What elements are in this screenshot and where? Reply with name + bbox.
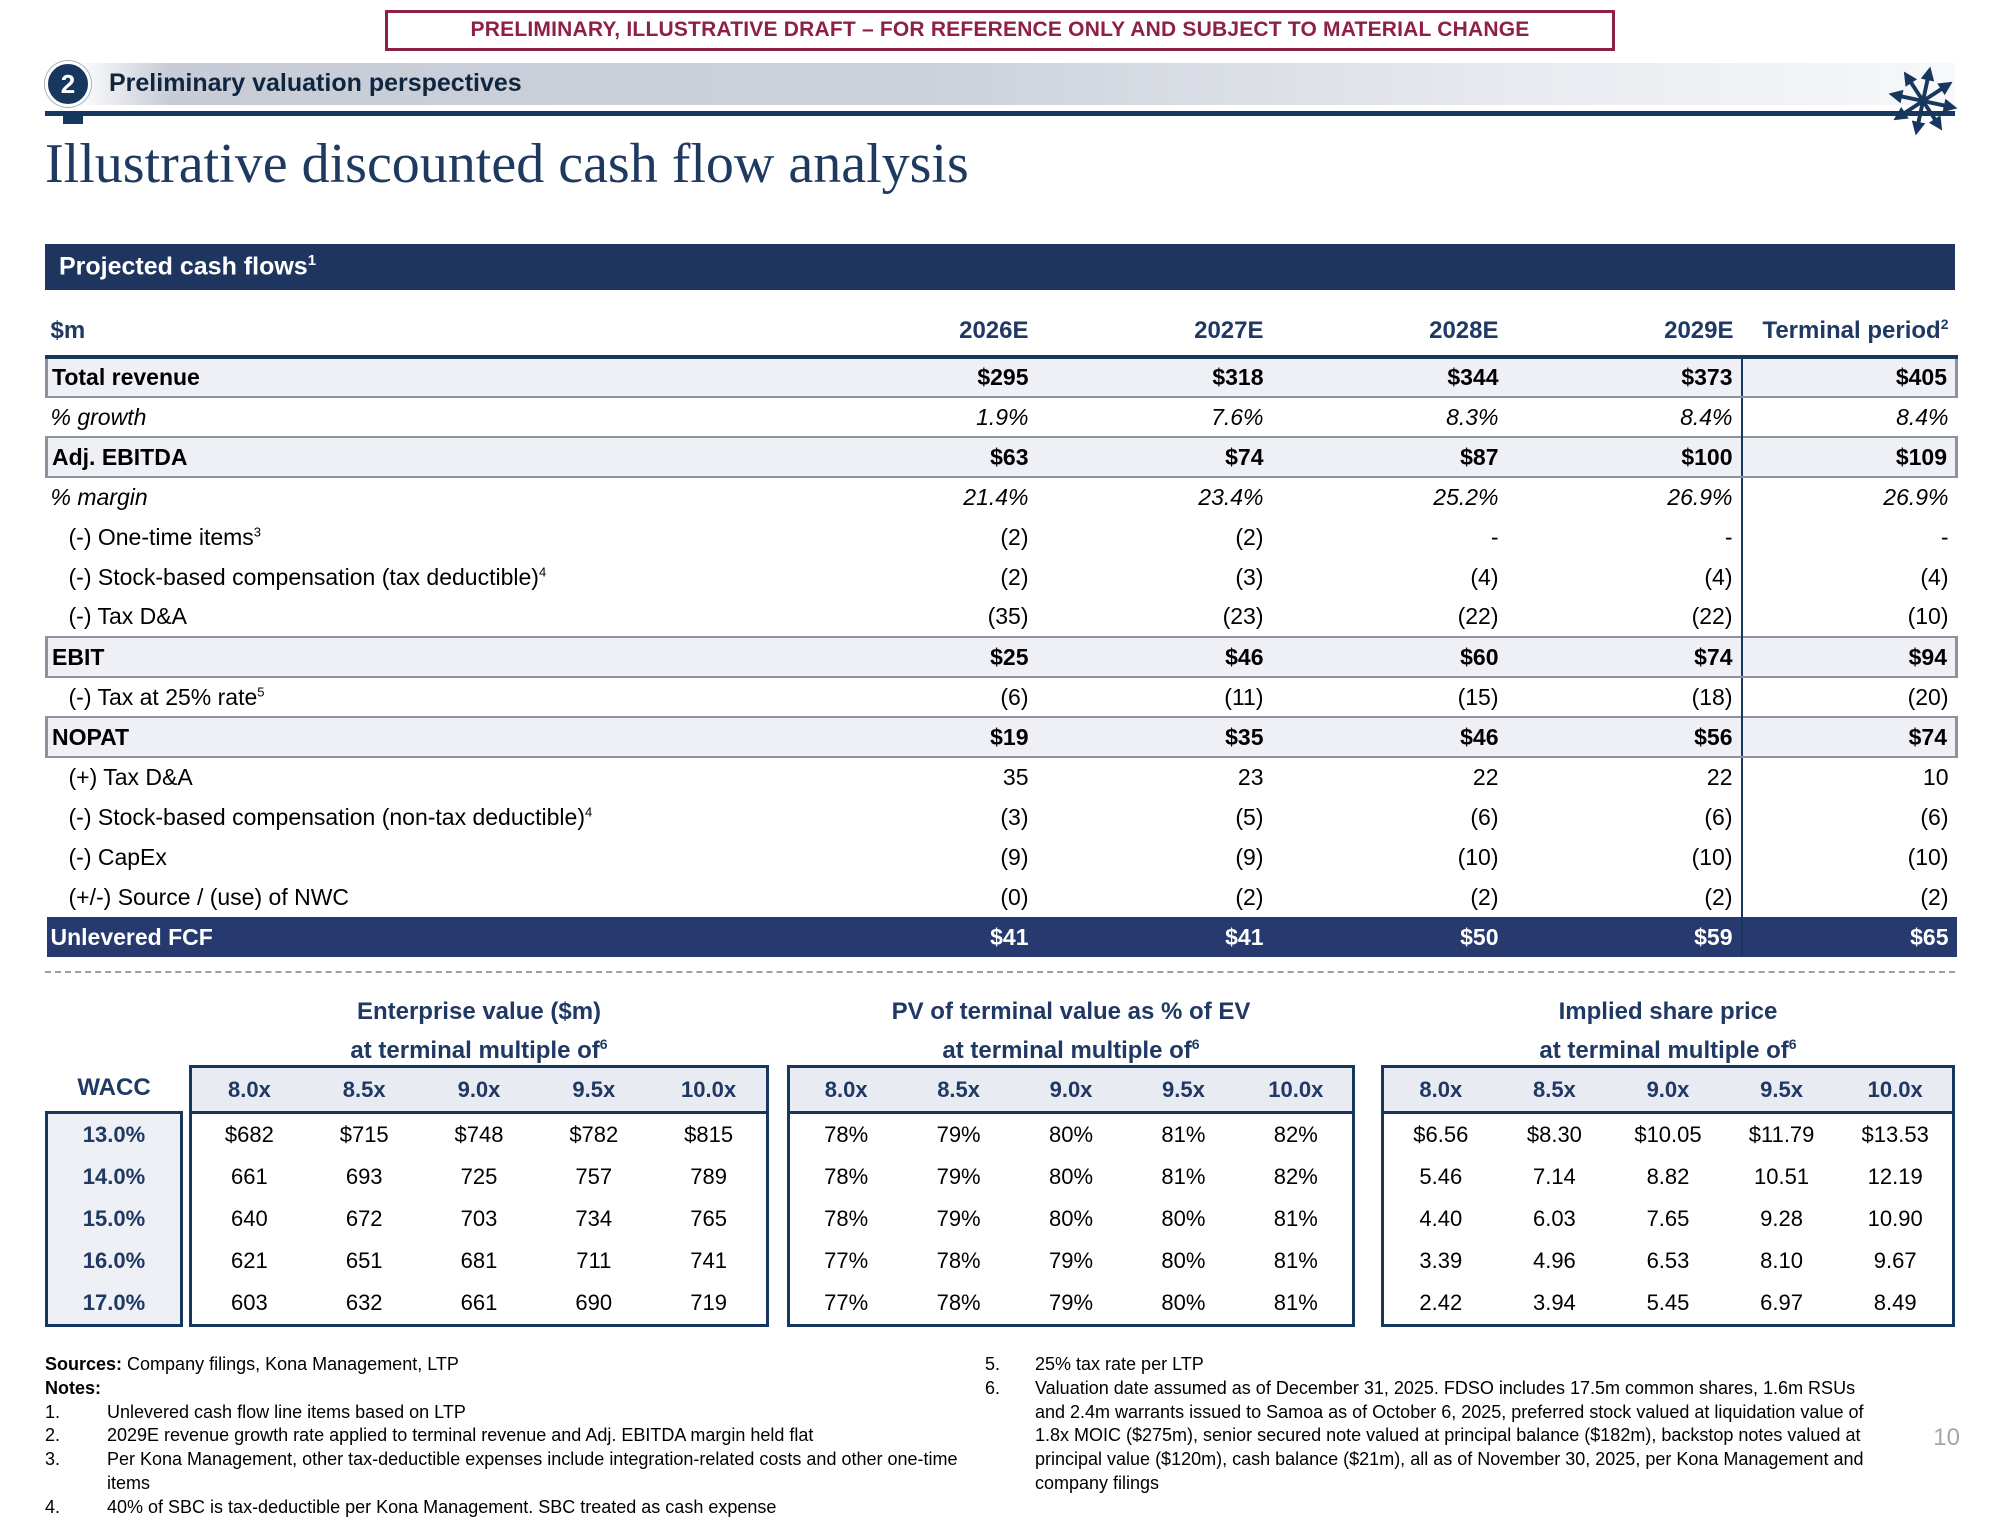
row-value: 21.4%: [802, 477, 1037, 517]
row-value: 26.9%: [1507, 477, 1742, 517]
row-value: (6): [1272, 797, 1507, 837]
footnote-item: [45, 1448, 975, 1496]
sens-grid-cell: 693: [307, 1156, 422, 1198]
sens-table-implied-share-price: [1381, 995, 1955, 1327]
draft-disclaimer-text: PRELIMINARY, ILLUSTRATIVE DRAFT – FOR REFERENCE ONLY AND SUBJECT TO MATERIAL CHANGE: [471, 18, 1530, 41]
multiple-header: 10.0x: [1838, 1068, 1952, 1111]
row-value: (22): [1507, 597, 1742, 637]
sens-grid-row: [790, 1156, 1352, 1198]
row-value: $56: [1507, 717, 1742, 757]
sens-grid-implied-share-price: [1381, 1065, 1955, 1327]
notes-label: Notes:: [45, 1377, 975, 1401]
sens-grid-cell: 632: [307, 1282, 422, 1324]
row-label: (-) Tax at 25% rate$^5$: [47, 677, 802, 717]
sens-grid-cell: 9.28: [1725, 1198, 1839, 1240]
sens-grid-cell: 79%: [1015, 1240, 1127, 1282]
row-value: $25: [802, 637, 1037, 677]
sens-grid-cell: 79%: [1015, 1282, 1127, 1324]
wacc-value: 17.0%: [48, 1282, 180, 1324]
footnotes: [45, 1353, 1955, 1519]
multiples-header-row: [192, 1068, 766, 1114]
cashflow-row: [47, 397, 1957, 437]
cashflow-row: [47, 477, 1957, 517]
sens-grid-cell: 10.51: [1725, 1156, 1839, 1198]
row-label: % growth: [47, 397, 802, 437]
sens-grid-cell: 6.53: [1611, 1240, 1725, 1282]
multiples-header-row: [1384, 1068, 1952, 1114]
row-label: (-) Tax D&A: [47, 597, 802, 637]
footnote-ref-4: 4: [585, 804, 592, 819]
row-label: (-) CapEx: [47, 837, 802, 877]
sens-grid-cell: 81%: [1127, 1114, 1239, 1156]
notes-list-left: [45, 1401, 975, 1519]
sens-grid-cell: 7.14: [1498, 1156, 1612, 1198]
cashflow-row: [47, 517, 1957, 557]
sens-grid-cell: 81%: [1240, 1240, 1352, 1282]
sens-grid-cell: 603: [192, 1282, 307, 1324]
row-value: 7.6%: [1037, 397, 1272, 437]
row-value: (6): [1507, 797, 1742, 837]
wacc-value: 15.0%: [48, 1198, 180, 1240]
multiple-header: 9.5x: [536, 1068, 651, 1111]
cashflow-table: [45, 308, 1958, 957]
multiple-header: 8.0x: [1384, 1068, 1498, 1111]
row-value: (9): [1037, 837, 1272, 877]
row-value: (4): [1507, 557, 1742, 597]
sens-grid-cell: 8.49: [1838, 1282, 1952, 1324]
multiple-header: 8.5x: [902, 1068, 1014, 1111]
multiple-header: 8.0x: [192, 1068, 307, 1111]
footnotes-right: [985, 1353, 1885, 1519]
row-label: (-) Stock-based compensation (non-tax deductible)$^4$: [47, 797, 802, 837]
sens-grid-body: [192, 1114, 766, 1324]
sens-grid-cell: 80%: [1015, 1198, 1127, 1240]
multiple-header: 8.0x: [790, 1068, 902, 1111]
sens-grid-cell: 78%: [790, 1156, 902, 1198]
row-value: (11): [1037, 677, 1272, 717]
row-value: $100: [1507, 437, 1742, 477]
row-label: (-) One-time items$^3$: [47, 517, 802, 557]
row-value: $19: [802, 717, 1037, 757]
notes-list-right: [985, 1353, 1885, 1496]
multiple-header: 8.5x: [307, 1068, 422, 1111]
sens-grid-cell: 78%: [790, 1114, 902, 1156]
row-value: $63: [802, 437, 1037, 477]
row-value: (5): [1037, 797, 1272, 837]
header-rule: [45, 111, 1955, 116]
multiple-header: 9.0x: [422, 1068, 537, 1111]
header-rule-notch: [63, 116, 83, 124]
sens-grid-cell: $715: [307, 1114, 422, 1156]
footnote-number: 5.: [985, 1353, 1035, 1377]
sens-grid-cell: 78%: [902, 1240, 1014, 1282]
row-value: $74: [1037, 437, 1272, 477]
sens-grid-row: [1384, 1198, 1952, 1240]
row-terminal-value: (6): [1742, 797, 1957, 837]
sens-grid-row: [192, 1114, 766, 1156]
footnote-item: [45, 1496, 975, 1519]
column-header-2028e: 2028E: [1272, 308, 1507, 357]
row-label: Total revenue: [47, 357, 802, 397]
row-value: $60: [1272, 637, 1507, 677]
multiple-header: 10.0x: [651, 1068, 766, 1111]
sens-grid-pv-terminal: [787, 1065, 1355, 1327]
sens-grid-row: [192, 1282, 766, 1324]
row-terminal-value: $74: [1742, 717, 1957, 757]
sens-grid-row: [1384, 1240, 1952, 1282]
sens-grid-cell: $11.79: [1725, 1114, 1839, 1156]
sens-grid-row: [1384, 1282, 1952, 1324]
row-value: 23: [1037, 757, 1272, 797]
sens-grid-cell: 725: [422, 1156, 537, 1198]
sens-grid-cell: 703: [422, 1198, 537, 1240]
sens-grid-cell: 4.96: [1498, 1240, 1612, 1282]
sens-grid-cell: $682: [192, 1114, 307, 1156]
row-value: (2): [802, 557, 1037, 597]
cashflow-row: [47, 797, 1957, 837]
sens-grid-cell: 5.45: [1611, 1282, 1725, 1324]
wacc-values-box: [45, 1111, 183, 1327]
sens-grid-cell: 80%: [1127, 1282, 1239, 1324]
dashed-separator: [45, 971, 1955, 973]
cashflow-header-row: [47, 308, 1957, 357]
sens-grid-body: [1384, 1114, 1952, 1324]
footnote-ref-5: 5: [257, 684, 264, 699]
row-value: (10): [1507, 837, 1742, 877]
sens-grid-row: [1384, 1114, 1952, 1156]
sens-grid-cell: 12.19: [1838, 1156, 1952, 1198]
footnote-ref-2: 2: [1941, 316, 1949, 332]
sens-grid-cell: 757: [536, 1156, 651, 1198]
sens-grid-cell: $8.30: [1498, 1114, 1612, 1156]
sens-grid-cell: 80%: [1015, 1114, 1127, 1156]
row-value: (18): [1507, 677, 1742, 717]
sens-grid-cell: 81%: [1240, 1282, 1352, 1324]
footnote-text: Valuation date assumed as of December 31, 2025. FDSO includes 17.5m common shares, 1.6m RSUs and 2.4m warrants issued to Samoa as of October 6, 2025, preferred stock valued at liquidation value of 1.8x MOIC ($275m), senior secured note valued at principal balance ($182m), backstop notes valued at principal value ($120m), cash balance ($21m), all as of November 30, 2025, per Kona Management and company filings: [1035, 1377, 1885, 1496]
sens-grid-cell: 78%: [790, 1198, 902, 1240]
row-terminal-value: (4): [1742, 557, 1957, 597]
row-value: $344: [1272, 357, 1507, 397]
sens-grid-row: [790, 1240, 1352, 1282]
row-value: 1.9%: [802, 397, 1037, 437]
sens-grid-row: [192, 1198, 766, 1240]
starburst-arrows-logo-icon: [1884, 62, 1962, 140]
footnote-ref-4: 4: [539, 564, 546, 579]
row-value: 23.4%: [1037, 477, 1272, 517]
column-header-terminal: Terminal period$^2$: [1742, 308, 1957, 357]
footnote-number: 2.: [45, 1424, 107, 1448]
sens-grid-cell: 3.39: [1384, 1240, 1498, 1282]
sens-grid-row: [790, 1114, 1352, 1156]
sens-grid-cell: 672: [307, 1198, 422, 1240]
row-label: Adj. EBITDA: [47, 437, 802, 477]
footnote-number: 4.: [45, 1496, 107, 1519]
sens-grid-cell: 78%: [902, 1282, 1014, 1324]
sens-grid-cell: $782: [536, 1114, 651, 1156]
footnote-ref-3: 3: [254, 524, 261, 539]
sens-grid-cell: 79%: [902, 1156, 1014, 1198]
cashflow-row: [47, 757, 1957, 797]
section-title: Preliminary valuation perspectives: [109, 69, 522, 98]
row-terminal-value: -: [1742, 517, 1957, 557]
row-value: (10): [1272, 837, 1507, 877]
row-label: % margin: [47, 477, 802, 517]
footnote-item: [45, 1424, 975, 1448]
wacc-column: [45, 995, 183, 1327]
sens-grid-cell: 734: [536, 1198, 651, 1240]
multiple-header: 9.5x: [1127, 1068, 1239, 1111]
footnotes-left: [45, 1353, 975, 1519]
unit-label: $m: [47, 308, 802, 357]
row-value: 35: [802, 757, 1037, 797]
row-value: $59: [1507, 917, 1742, 957]
sens-title-enterprise-value: Enterprise value ($m) at terminal multiple $of^6$: [189, 995, 769, 1065]
sens-grid-cell: $815: [651, 1114, 766, 1156]
wacc-spacer: [45, 995, 183, 1065]
wacc-value: 13.0%: [48, 1114, 180, 1156]
row-value: 8.3%: [1272, 397, 1507, 437]
row-terminal-value: $94: [1742, 637, 1957, 677]
sens-grid-cell: 81%: [1127, 1156, 1239, 1198]
cashflow-row: [47, 677, 1957, 717]
row-value: (4): [1272, 557, 1507, 597]
sens-grid-cell: 661: [192, 1156, 307, 1198]
multiples-header-row: [790, 1068, 1352, 1114]
slide: [0, 10, 2000, 1510]
sens-grid-cell: 8.82: [1611, 1156, 1725, 1198]
row-value: $46: [1272, 717, 1507, 757]
sens-grid-cell: $748: [422, 1114, 537, 1156]
sens-grid-cell: 4.40: [1384, 1198, 1498, 1240]
sens-grid-cell: 9.67: [1838, 1240, 1952, 1282]
row-value: (2): [1037, 517, 1272, 557]
sens-table-pv-terminal: [787, 995, 1355, 1327]
section-number: 2: [61, 69, 75, 100]
sens-grid-cell: 10.90: [1838, 1198, 1952, 1240]
sensitivity-section: [45, 995, 2000, 1327]
cashflow-row: [47, 557, 1957, 597]
row-value: 25.2%: [1272, 477, 1507, 517]
sens-grid-cell: 6.03: [1498, 1198, 1612, 1240]
row-terminal-value: 8.4%: [1742, 397, 1957, 437]
sens-grid-cell: 651: [307, 1240, 422, 1282]
cashflow-row: [47, 437, 1957, 477]
row-terminal-value: 10: [1742, 757, 1957, 797]
multiple-header: 9.0x: [1015, 1068, 1127, 1111]
sens-grid-cell: 719: [651, 1282, 766, 1324]
sens-grid-cell: 8.10: [1725, 1240, 1839, 1282]
row-value: (9): [802, 837, 1037, 877]
row-value: (0): [802, 877, 1037, 917]
sens-grid-cell: 80%: [1127, 1240, 1239, 1282]
sens-grid-cell: 640: [192, 1198, 307, 1240]
row-value: (23): [1037, 597, 1272, 637]
sens-grid-cell: 82%: [1240, 1156, 1352, 1198]
footnote-item: [985, 1353, 1885, 1377]
row-value: $35: [1037, 717, 1272, 757]
sens-grid-cell: 5.46: [1384, 1156, 1498, 1198]
page-title: Illustrative discounted cash flow analysis: [45, 132, 1955, 196]
cashflow-row: [47, 597, 1957, 637]
row-value: $318: [1037, 357, 1272, 397]
sens-grid-cell: 621: [192, 1240, 307, 1282]
cashflow-section-label: Projected cash flows$^1$: [59, 252, 316, 281]
wacc-header: WACC: [45, 1065, 183, 1111]
sens-grid-cell: 690: [536, 1282, 651, 1324]
sens-grid-cell: $13.53: [1838, 1114, 1952, 1156]
sens-grid-cell: 2.42: [1384, 1282, 1498, 1324]
sens-grid-cell: $6.56: [1384, 1114, 1498, 1156]
sens-grid-cell: 79%: [902, 1114, 1014, 1156]
row-value: $373: [1507, 357, 1742, 397]
row-value: (35): [802, 597, 1037, 637]
row-value: (2): [802, 517, 1037, 557]
row-value: $46: [1037, 637, 1272, 677]
sens-grid-cell: 80%: [1015, 1156, 1127, 1198]
row-terminal-value: (2): [1742, 877, 1957, 917]
row-terminal-value: (10): [1742, 597, 1957, 637]
footnote-text: Unlevered cash flow line items based on LTP: [107, 1401, 466, 1425]
footnote-number: 3.: [45, 1448, 107, 1496]
sens-grid-cell: 7.65: [1611, 1198, 1725, 1240]
sens-grid-cell: 789: [651, 1156, 766, 1198]
footnote-number: 6.: [985, 1377, 1035, 1496]
sens-grid-cell: 82%: [1240, 1114, 1352, 1156]
multiple-header: 8.5x: [1498, 1068, 1612, 1111]
footnote-text: Per Kona Management, other tax-deductible expenses include integration-related costs and other one-time items: [107, 1448, 975, 1496]
sens-grid-cell: 765: [651, 1198, 766, 1240]
section-number-badge: [45, 61, 91, 107]
sens-grid-cell: 681: [422, 1240, 537, 1282]
row-value: -: [1272, 517, 1507, 557]
footnote-ref-1: 1: [308, 252, 316, 269]
footnote-item: [45, 1401, 975, 1425]
row-value: $87: [1272, 437, 1507, 477]
footnote-number: 1.: [45, 1401, 107, 1425]
column-header-2027e: 2027E: [1037, 308, 1272, 357]
sens-grid-cell: 3.94: [1498, 1282, 1612, 1324]
footnote-text: 40% of SBC is tax-deductible per Kona Management. SBC treated as cash expense: [107, 1496, 776, 1519]
sens-grid-row: [790, 1198, 1352, 1240]
cashflow-row: [47, 637, 1957, 677]
sens-grid-body: [790, 1114, 1352, 1324]
footnote-ref-6: 6: [1192, 1036, 1200, 1052]
draft-disclaimer-banner: [385, 10, 1615, 51]
row-terminal-value: $405: [1742, 357, 1957, 397]
sens-grid-enterprise-value: [189, 1065, 769, 1327]
wacc-value: 16.0%: [48, 1240, 180, 1282]
row-terminal-value: $65: [1742, 917, 1957, 957]
multiple-header: 9.0x: [1611, 1068, 1725, 1111]
sens-grid-cell: 80%: [1127, 1198, 1239, 1240]
row-value: (3): [1037, 557, 1272, 597]
row-label: EBIT: [47, 637, 802, 677]
multiple-header: 9.5x: [1725, 1068, 1839, 1111]
sources-line: Sources: Company filings, Kona Management, LTP: [45, 1353, 975, 1377]
cashflow-row: [47, 357, 1957, 397]
row-label: NOPAT: [47, 717, 802, 757]
cashflow-row: [47, 917, 1957, 957]
row-value: (15): [1272, 677, 1507, 717]
row-value: $41: [802, 917, 1037, 957]
sens-grid-row: [192, 1240, 766, 1282]
sens-table-enterprise-value: [189, 995, 769, 1327]
row-value: (2): [1037, 877, 1272, 917]
row-value: $74: [1507, 637, 1742, 677]
sens-grid-cell: 81%: [1240, 1198, 1352, 1240]
row-value: 22: [1272, 757, 1507, 797]
sens-grid-cell: 6.97: [1725, 1282, 1839, 1324]
cashflow-row: [47, 877, 1957, 917]
footnote-ref-6: 6: [600, 1036, 608, 1052]
sens-grid-cell: 661: [422, 1282, 537, 1324]
sens-grid-cell: $10.05: [1611, 1114, 1725, 1156]
sens-grid-row: [790, 1282, 1352, 1324]
row-value: (3): [802, 797, 1037, 837]
sens-grid-cell: 711: [536, 1240, 651, 1282]
row-terminal-value: 26.9%: [1742, 477, 1957, 517]
row-value: (6): [802, 677, 1037, 717]
cashflow-rows: [47, 357, 1957, 957]
section-header: [45, 61, 1955, 107]
cashflow-row: [47, 717, 1957, 757]
row-label: (+/-) Source / (use) of NWC: [47, 877, 802, 917]
footnote-text: 2029E revenue growth rate applied to terminal revenue and Adj. EBITDA margin held flat: [107, 1424, 813, 1448]
sens-title-implied-share-price: Implied share price at terminal multiple $of^6$: [1381, 995, 1955, 1065]
sens-title-pv-terminal: PV of terminal value as % of EV at terminal multiple $of^6$: [787, 995, 1355, 1065]
row-terminal-value: (20): [1742, 677, 1957, 717]
multiple-header: 10.0x: [1240, 1068, 1352, 1111]
footnote-text: 25% tax rate per LTP: [1035, 1353, 1204, 1377]
row-value: $50: [1272, 917, 1507, 957]
footnote-ref-6: 6: [1789, 1036, 1797, 1052]
sens-grid-row: [192, 1156, 766, 1198]
sens-grid-row: [1384, 1156, 1952, 1198]
row-value: (2): [1507, 877, 1742, 917]
column-header-2029e: 2029E: [1507, 308, 1742, 357]
row-terminal-value: (10): [1742, 837, 1957, 877]
footnote-item: [985, 1377, 1885, 1496]
row-label: Unlevered FCF: [47, 917, 802, 957]
column-header-2026e: 2026E: [802, 308, 1037, 357]
sens-grid-cell: 77%: [790, 1282, 902, 1324]
wacc-value: 14.0%: [48, 1156, 180, 1198]
sens-grid-cell: 741: [651, 1240, 766, 1282]
row-value: 8.4%: [1507, 397, 1742, 437]
row-value: 22: [1507, 757, 1742, 797]
page-number: 10: [1933, 1424, 1960, 1452]
sens-grid-cell: 79%: [902, 1198, 1014, 1240]
row-terminal-value: $109: [1742, 437, 1957, 477]
sens-grid-cell: 77%: [790, 1240, 902, 1282]
row-value: $41: [1037, 917, 1272, 957]
row-value: $295: [802, 357, 1037, 397]
cashflow-row: [47, 837, 1957, 877]
row-value: -: [1507, 517, 1742, 557]
row-label: (+) Tax D&A: [47, 757, 802, 797]
cashflow-section-header: [45, 244, 1955, 290]
row-value: (22): [1272, 597, 1507, 637]
row-label: (-) Stock-based compensation (tax deductible)$^4$: [47, 557, 802, 597]
row-value: (2): [1272, 877, 1507, 917]
